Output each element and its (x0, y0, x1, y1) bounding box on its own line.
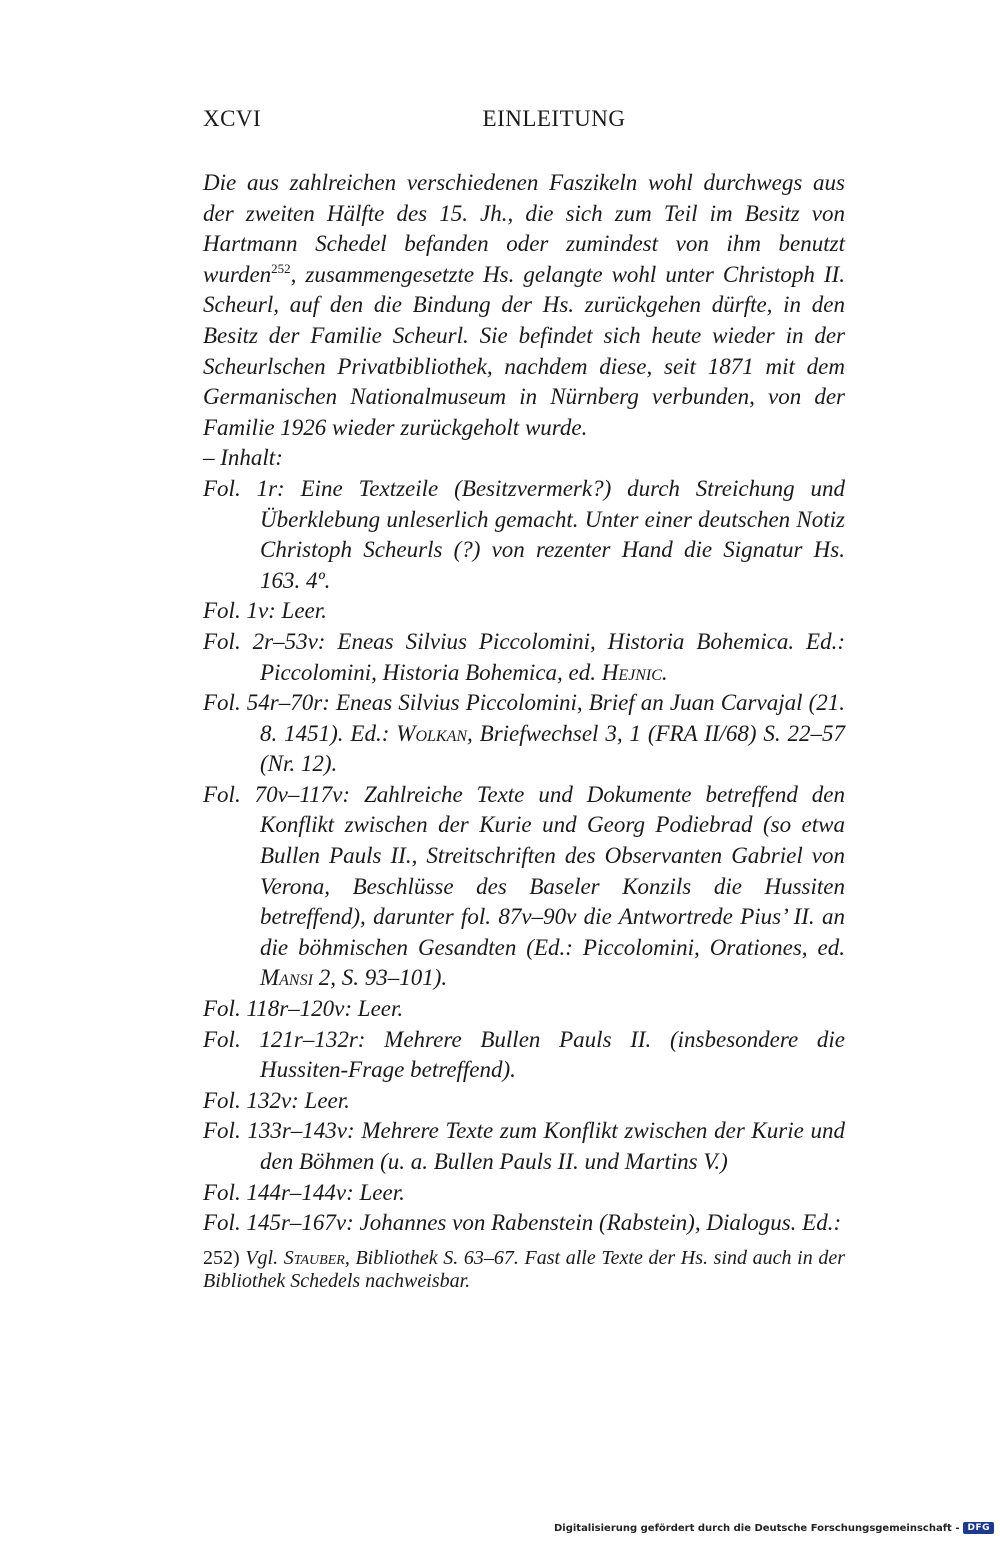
author-name-smallcaps: Wolkan (396, 720, 468, 746)
contents-entry-fol-70v (203, 780, 845, 994)
footnote-text-post: , Bibliothek S. 63–67. Fast alle Texte der Hs. sind auch in der Bibliothek Schedels nachweisbar. (203, 1247, 845, 1292)
entry-text: Fol. 70v–117v: Zahlreiche Texte und Dokumente betreffend den Konflikt zwischen der Kurie und Georg Podiebrad (so etwa Bullen Pauls II., Streitschriften des Observanten Gabriel von Verona, Beschlüsse des Baseler Konzils die Hussiten betreffend), darunter fol. 87v–90v die Antwortrede Pius’ II. an die böhmischen Gesandten (Ed.: Piccolomini, Orationes, ed. (203, 781, 845, 960)
contents-entry-fol-118r: Fol. 118r–120v: Leer. (203, 996, 404, 1022)
entry-text: Fol. 2r–53v: Eneas Silvius Piccolomini, Historia Bohemica. Ed.: Piccolomini, Historia Bohemica, ed. (203, 628, 845, 685)
entry-text: . (661, 659, 668, 685)
intro-text-part1: Die aus zahlreichen verschiedenen Faszikeln wohl durchwegs aus der zweiten Hälfte des 15. Jh., die sich zum Teil im Besitz von Hartmann Schedel befanden oder zumindest von ihm benutzt wurden (203, 170, 845, 287)
contents-entry-fol-133r: Fol. 133r–143v: Mehrere Texte zum Konflikt zwischen der Kurie und den Böhmen (u. a. Bullen Pauls II. und Martins V.) (203, 1118, 845, 1174)
footnote-text-pre: Vgl. (245, 1247, 284, 1269)
running-title: EINLEITUNG (482, 106, 626, 131)
contents-entry-fol-54r (203, 688, 845, 780)
entry-text: Fol. 54r–70r: Eneas Silvius Piccolomini, Brief an Juan Carvajal (21. 8. 1451). Ed.: (203, 690, 845, 746)
page-number: XCVI (203, 106, 262, 131)
contents-entry-fol-121r: Fol. 121r–132r: Mehrere Bullen Pauls II. (insbesondere die Hussiten-Frage betreffend). (203, 1026, 845, 1083)
main-text (203, 168, 845, 1239)
contents-entry-fol-132v: Fol. 132v: Leer. (203, 1087, 350, 1113)
entry-text: 2, S. 93–101). (312, 965, 448, 991)
contents-entry-fol-145r: Fol. 145r–167v: Johannes von Rabenstein (Rabstein), Dialogus. Ed.: (203, 1210, 842, 1236)
footnote-reference: 252 (271, 260, 291, 276)
funding-text: Digitalisierung gefördert durch die Deutsche Forschungsgemeinschaft - (553, 1522, 960, 1534)
footnote-text (203, 1247, 845, 1292)
intro-text-part2: , zusammengesetzte Hs. gelangte wohl unter Christoph II. Scheurl, auf den die Bindung der Hs. zurückgehen dürfte, in den Besitz der Familie Scheurl. Sie befindet sich heute wieder in der Scheurlschen Privatbibliothek, nachdem diese, seit 1871 mit dem Germanischen Nationalmuseum in Nürnberg verbunden, von der Familie 1926 wieder zurückgeholt wurde. (203, 261, 845, 440)
contents-entry-fol-1v: Fol. 1v: Leer. (203, 598, 327, 624)
intro-paragraph (203, 168, 845, 443)
author-name-smallcaps: Hejnic (601, 659, 662, 685)
funding-banner (554, 1520, 994, 1536)
running-header (203, 106, 845, 138)
footnote-252 (203, 1247, 845, 1293)
footnote-number: 252) (203, 1247, 240, 1269)
contents-entry-fol-1r: Fol. 1r: Eine Textzeile (Besitzvermerk?) durch Streichung und Überklebung unleserlich gemacht. Unter einer deutschen Notiz Christoph Scheurls (?) von rezenter Hand die Signatur Hs. 163. 4º. (203, 475, 845, 593)
author-name-smallcaps: Mansi (260, 965, 313, 991)
entry-text: , Briefwechsel 3, 1 (FRA II/68) S. 22–57 (Nr. 12). (260, 720, 846, 777)
contents-entry-fol-2r (203, 627, 845, 688)
author-name-smallcaps: Stauber (283, 1247, 345, 1269)
contents-label: – Inhalt: (203, 445, 283, 471)
contents-entry-fol-144r: Fol. 144r–144v: Leer. (203, 1179, 405, 1205)
dfg-logo-icon: DFG (963, 1522, 994, 1534)
